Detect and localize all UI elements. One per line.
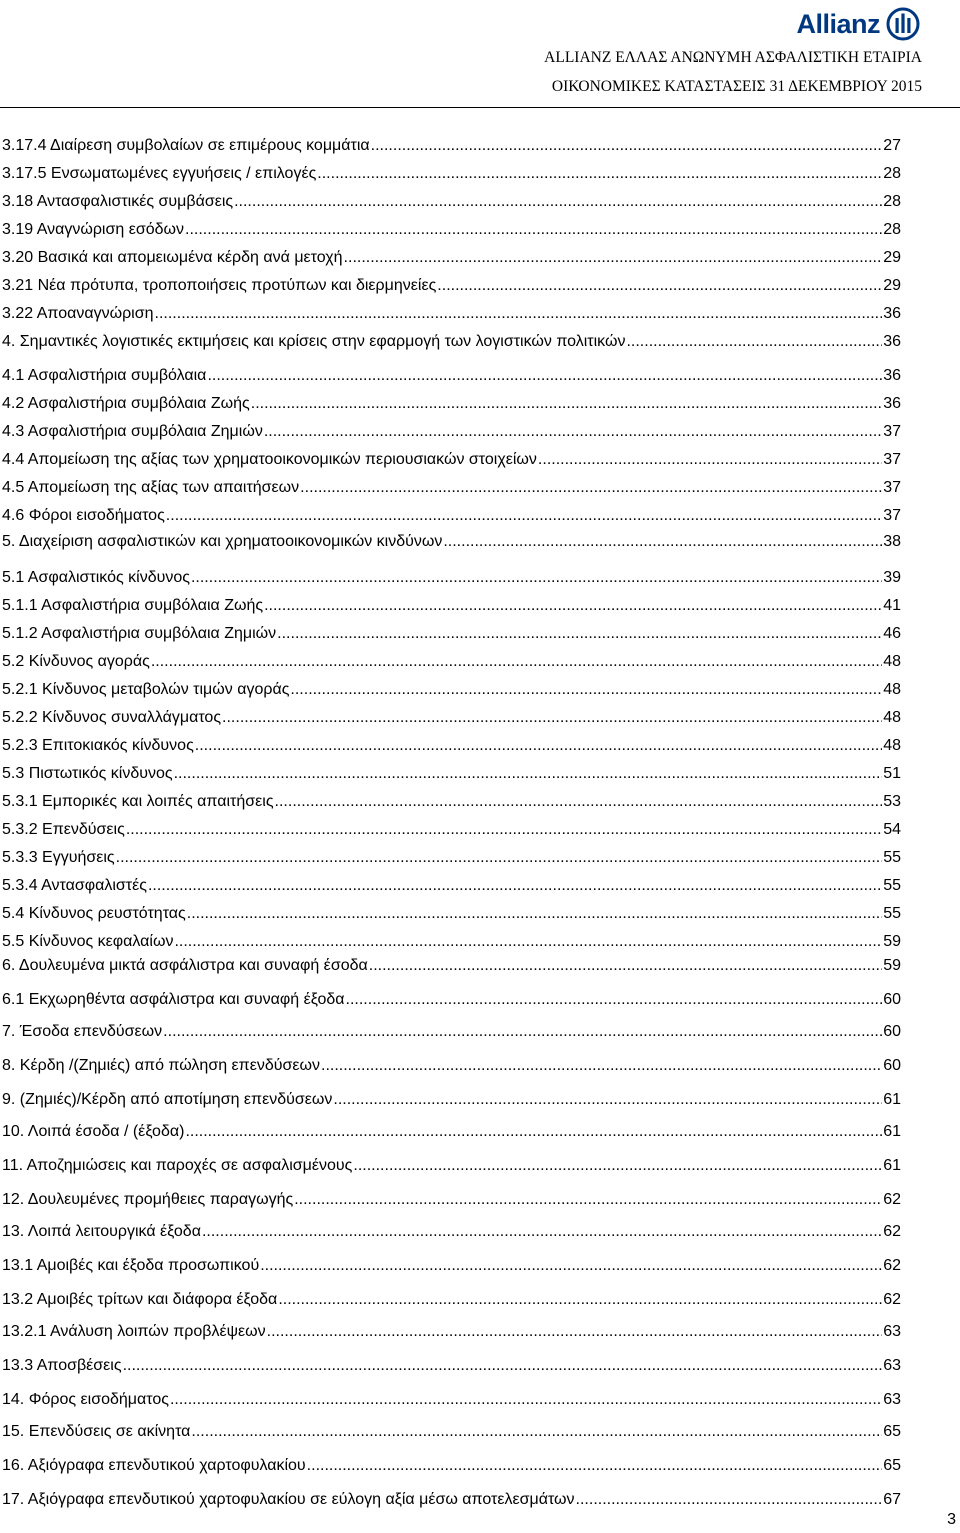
toc-entry[interactable] — [2, 1354, 901, 1376]
toc-entry[interactable] — [2, 246, 901, 268]
toc-entry-page: 53 — [883, 793, 901, 810]
toc-entry[interactable] — [2, 1288, 901, 1310]
toc-entry-page: 59 — [883, 933, 901, 950]
toc-entry-page: 48 — [883, 709, 901, 726]
toc-leader-dots — [123, 1356, 883, 1376]
toc-entry[interactable] — [2, 622, 901, 644]
toc-entry-page: 65 — [883, 1457, 901, 1474]
toc-entry-title: 15. Επενδύσεις σε ακίνητα — [2, 1423, 191, 1440]
toc-entry-page: 48 — [883, 737, 901, 754]
toc-entry-page: 39 — [883, 569, 901, 586]
toc-entry-title: 5.4 Κίνδυνος ρευστότητας — [2, 905, 186, 922]
toc-leader-dots — [264, 422, 882, 442]
toc-leader-dots — [191, 568, 882, 588]
toc-leader-dots — [321, 1056, 882, 1076]
toc-entry-title: 4.1 Ασφαλιστήρια συμβόλαια — [2, 367, 207, 384]
toc-entry-title: 9. (Ζημιές)/Κέρδη από αποτίμηση επενδύσεων — [2, 1091, 333, 1108]
toc-entry-title: 5.2 Κίνδυνος αγοράς — [2, 653, 150, 670]
toc-entry[interactable] — [2, 1320, 901, 1342]
toc-entry-page: 37 — [883, 507, 901, 524]
toc-entry-page: 55 — [883, 905, 901, 922]
toc-leader-dots — [275, 792, 883, 812]
toc-entry-title: 5.2.1 Κίνδυνος μεταβολών τιμών αγοράς — [2, 681, 290, 698]
toc-entry-title: 5.1 Ασφαλιστικός κίνδυνος — [2, 569, 190, 586]
toc-entry[interactable] — [2, 846, 901, 868]
toc-entry-page: 59 — [883, 957, 901, 974]
toc-entry[interactable] — [2, 1254, 901, 1276]
toc-entry[interactable] — [2, 448, 901, 470]
toc-entry-page: 51 — [883, 765, 901, 782]
toc-entry-title: 5.2.2 Κίνδυνος συναλλάγματος — [2, 709, 222, 726]
toc-entry-page: 62 — [883, 1223, 901, 1240]
toc-entry-page: 29 — [883, 277, 901, 294]
toc-entry[interactable] — [2, 392, 901, 414]
toc-entry-title: 3.22 Αποαναγνώριση — [2, 305, 154, 322]
toc-leader-dots — [290, 680, 882, 700]
toc-entry-title: 6.1 Εκχωρηθέντα ασφάλιστρα και συναφή έξοδα — [2, 991, 345, 1008]
toc-leader-dots — [277, 624, 882, 644]
toc-entry-page: 36 — [883, 367, 901, 384]
toc-entry-page: 37 — [883, 479, 901, 496]
toc-entry-title: 4.4 Απομείωση της αξίας των χρηματοοικονομικών περιουσιακών στοιχείων — [2, 451, 537, 468]
toc-entry[interactable] — [2, 476, 901, 498]
toc-entry[interactable] — [2, 874, 901, 896]
toc-entry-page: 38 — [883, 533, 901, 550]
toc-leader-dots — [353, 1156, 882, 1176]
toc-leader-dots — [267, 1322, 883, 1342]
toc-leader-dots — [174, 764, 883, 784]
toc-entry-title: 13. Λοιπά λειτουργικά έξοδα — [2, 1223, 201, 1240]
toc-leader-dots — [148, 876, 882, 896]
toc-entry[interactable] — [2, 190, 901, 212]
toc-entry-title: 3.19 Αναγνώριση εσόδων — [2, 221, 185, 238]
toc-entry-page: 54 — [883, 821, 901, 838]
toc-leader-dots — [371, 136, 883, 156]
toc-leader-dots — [195, 736, 882, 756]
toc-leader-dots — [443, 532, 882, 552]
toc-leader-dots — [346, 990, 883, 1010]
toc-entry-page: 60 — [883, 1023, 901, 1040]
toc-entry-page: 60 — [883, 1057, 901, 1074]
toc-entry-page: 61 — [883, 1091, 901, 1108]
toc-entry-title: 8. Κέρδη /(Ζημιές) από πώληση επενδύσεων — [2, 1057, 320, 1074]
toc-leader-dots — [170, 1390, 882, 1410]
toc-entry[interactable] — [2, 530, 901, 552]
toc-entry[interactable] — [2, 1388, 901, 1410]
toc-leader-dots — [174, 932, 882, 952]
toc-entry[interactable] — [2, 1154, 901, 1176]
toc-entry-title: 7. Έσοδα επενδύσεων — [2, 1023, 163, 1040]
toc-entry-page: 63 — [883, 1391, 901, 1408]
toc-leader-dots — [155, 304, 883, 324]
toc-entry-title: 5.3.4 Αντασφαλιστές — [2, 877, 147, 894]
toc-entry-page: 36 — [883, 395, 901, 412]
toc-leader-dots — [317, 164, 882, 184]
logo-text: Allianz — [796, 9, 880, 39]
toc-entry-title: 3.18 Αντασφαλιστικές συμβάσεις — [2, 193, 234, 210]
toc-entry[interactable] — [2, 1020, 901, 1042]
toc-leader-dots — [260, 1256, 882, 1276]
toc-leader-dots — [222, 708, 882, 728]
toc-entry-title: 5.3.1 Εμπορικές και λοιπές απαιτήσεις — [2, 793, 274, 810]
toc-entry-title: 4.5 Απομείωση της αξίας των απαιτήσεων — [2, 479, 300, 496]
toc-entry-title: 3.20 Βασικά και απομειωμένα κέρδη ανά μετοχή — [2, 249, 343, 266]
toc-entry[interactable] — [2, 1420, 901, 1442]
toc-entry-title: 17. Αξιόγραφα επενδυτικού χαρτοφυλακίου σε εύλογη αξία μέσω αποτελεσμάτων — [2, 1491, 575, 1508]
toc-entry-page: 41 — [883, 597, 901, 614]
toc-entry-title: 4. Σημαντικές λογιστικές εκτιμήσεις και κρίσεις στην εφαρμογή των λογιστικών πολιτικών — [2, 333, 626, 350]
toc-entry-title: 12. Δουλευμένες προμήθειες παραγωγής — [2, 1191, 294, 1208]
toc-entry[interactable] — [2, 420, 901, 442]
toc-entry-page: 28 — [883, 221, 901, 238]
toc-entry-title: 11. Αποζημιώσεις και παροχές σε ασφαλισμένους — [2, 1157, 353, 1174]
toc-entry-page: 61 — [883, 1123, 901, 1140]
toc-entry-title: 5.2.3 Επιτοκιακός κίνδυνος — [2, 737, 194, 754]
toc-leader-dots — [166, 506, 882, 526]
toc-entry-title: 6. Δουλευμένα μικτά ασφάλιστρα και συναφή έσοδα — [2, 957, 368, 974]
toc-entry-page: 48 — [883, 681, 901, 698]
company-name: ALLIANZ ΕΛΛΑΣ ΑΝΩΝΥΜΗ ΑΣΦΑΛΙΣΤΙΚΗ ΕΤΑΙΡΙΑ — [544, 49, 922, 66]
toc-leader-dots — [437, 276, 882, 296]
toc-entry-title: 5.3.2 Επενδύσεις — [2, 821, 125, 838]
toc-entry[interactable] — [2, 818, 901, 840]
toc-leader-dots — [207, 366, 882, 386]
toc-entry-title: 5.1.1 Ασφαλιστήρια συμβόλαια Ζωής — [2, 597, 264, 614]
toc-entry[interactable] — [2, 790, 901, 812]
toc-entry[interactable] — [2, 218, 901, 240]
toc-entry-page: 63 — [883, 1357, 901, 1374]
toc-entry-page: 46 — [883, 625, 901, 642]
toc-leader-dots — [116, 848, 883, 868]
toc-entry[interactable] — [2, 762, 901, 784]
toc-entry-page: 61 — [883, 1157, 901, 1174]
toc-entry-title: 13.3 Αποσβέσεις — [2, 1357, 122, 1374]
toc-entry[interactable] — [2, 566, 901, 588]
toc-entry-page: 65 — [883, 1423, 901, 1440]
toc-entry[interactable] — [2, 134, 901, 156]
toc-entry[interactable] — [2, 594, 901, 616]
toc-leader-dots — [264, 596, 882, 616]
toc-entry[interactable] — [2, 988, 901, 1010]
toc-entry[interactable] — [2, 302, 901, 324]
toc-entry-page: 36 — [883, 305, 901, 322]
toc-entry-title: 5.3.3 Εγγυήσεις — [2, 849, 115, 866]
toc-entry-page: 28 — [883, 193, 901, 210]
toc-leader-dots — [344, 248, 883, 268]
toc-entry-page: 27 — [883, 137, 901, 154]
toc-entry-title: 3.21 Νέα πρότυπα, τροποποιήσεις προτύπων και διερμηνείες — [2, 277, 437, 294]
toc-entry[interactable] — [2, 1488, 901, 1510]
toc-entry-page: 60 — [883, 991, 901, 1008]
toc-entry-page: 36 — [883, 333, 901, 350]
toc-leader-dots — [307, 1456, 883, 1476]
toc-entry[interactable] — [2, 902, 901, 924]
toc-entry[interactable] — [2, 678, 901, 700]
toc-leader-dots — [538, 450, 882, 470]
toc-entry-title: 16. Αξιόγραφα επενδυτικού χαρτοφυλακίου — [2, 1457, 306, 1474]
toc-entry-title: 5.3 Πιστωτικός κίνδυνος — [2, 765, 173, 782]
toc-leader-dots — [185, 220, 882, 240]
toc-entry-title: 4.6 Φόροι εισοδήματος — [2, 507, 165, 524]
toc-entry[interactable] — [2, 162, 901, 184]
toc-entry-page: 29 — [883, 249, 901, 266]
toc-entry[interactable] — [2, 706, 901, 728]
toc-entry[interactable] — [2, 1188, 901, 1210]
toc-leader-dots — [151, 652, 882, 672]
toc-entry[interactable] — [2, 1088, 901, 1110]
toc-entry-title: 10. Λοιπά έσοδα / (έξοδα) — [2, 1123, 185, 1140]
toc-leader-dots — [187, 904, 882, 924]
toc-entry[interactable] — [2, 734, 901, 756]
toc-leader-dots — [278, 1290, 882, 1310]
toc-leader-dots — [626, 332, 882, 352]
toc-entry-page: 48 — [883, 653, 901, 670]
toc-entry-title: 5. Διαχείριση ασφαλιστικών και χρηματοοικονομικών κινδύνων — [2, 533, 443, 550]
toc-entry[interactable] — [2, 1454, 901, 1476]
toc-entry-page: 55 — [883, 877, 901, 894]
toc-entry-page: 28 — [883, 165, 901, 182]
toc-entry-page: 67 — [883, 1491, 901, 1508]
toc-entry[interactable] — [2, 954, 901, 976]
toc-leader-dots — [202, 1222, 882, 1242]
toc-entry-title: 3.17.5 Ενσωματωμένες εγγυήσεις / επιλογές — [2, 165, 317, 182]
toc-entry[interactable] — [2, 1120, 901, 1142]
toc-entry[interactable] — [2, 1220, 901, 1242]
toc-entry-title: 13.2 Αμοιβές τρίτων και διάφορα έξοδα — [2, 1291, 278, 1308]
toc-entry[interactable] — [2, 504, 901, 526]
toc-entry-title: 13.2.1 Ανάλυση λοιπών προβλέψεων — [2, 1323, 266, 1340]
toc-leader-dots — [163, 1022, 882, 1042]
toc-entry-title: 14. Φόρος εισοδήματος — [2, 1391, 169, 1408]
toc-entry-title: 4.3 Ασφαλιστήρια συμβόλαια Ζημιών — [2, 423, 263, 440]
toc-entry-page: 63 — [883, 1323, 901, 1340]
toc-entry-title: 13.1 Αμοιβές και έξοδα προσωπικού — [2, 1257, 260, 1274]
toc-leader-dots — [185, 1122, 882, 1142]
toc-entry[interactable] — [2, 650, 901, 672]
toc-entry-page: 62 — [883, 1291, 901, 1308]
toc-leader-dots — [191, 1422, 882, 1442]
toc-leader-dots — [576, 1490, 883, 1510]
toc-entry[interactable] — [2, 1054, 901, 1076]
toc-leader-dots — [333, 1090, 882, 1110]
toc-entry-page: 62 — [883, 1257, 901, 1274]
toc-entry[interactable] — [2, 330, 901, 352]
toc-entry-page: 62 — [883, 1191, 901, 1208]
toc-leader-dots — [251, 394, 882, 414]
toc-leader-dots — [300, 478, 882, 498]
toc-entry-page: 37 — [883, 423, 901, 440]
toc-leader-dots — [294, 1190, 882, 1210]
toc-leader-dots — [234, 192, 882, 212]
toc-entry-page: 37 — [883, 451, 901, 468]
toc-entry[interactable] — [2, 274, 901, 296]
toc-entry-page: 55 — [883, 849, 901, 866]
toc-entry-title: 3.17.4 Διαίρεση συμβολαίων σε επιμέρους κομμάτια — [2, 137, 370, 154]
toc-entry[interactable] — [2, 364, 901, 386]
toc-entry[interactable] — [2, 930, 901, 952]
toc-leader-dots — [369, 956, 882, 976]
toc-entry-title: 5.5 Κίνδυνος κεφαλαίων — [2, 933, 174, 950]
toc-entry-title: 5.1.2 Ασφαλιστήρια συμβόλαια Ζημιών — [2, 625, 277, 642]
page-number: 3 — [947, 1511, 956, 1528]
statements-title: ΟΙΚΟΝΟΜΙΚΕΣ ΚΑΤΑΣΤΑΣΕΙΣ 31 ΔΕΚΕΜΒΡΙΟΥ 2015 — [551, 78, 922, 95]
toc-leader-dots — [126, 820, 882, 840]
toc-entry-title: 4.2 Ασφαλιστήρια συμβόλαια Ζωής — [2, 395, 250, 412]
